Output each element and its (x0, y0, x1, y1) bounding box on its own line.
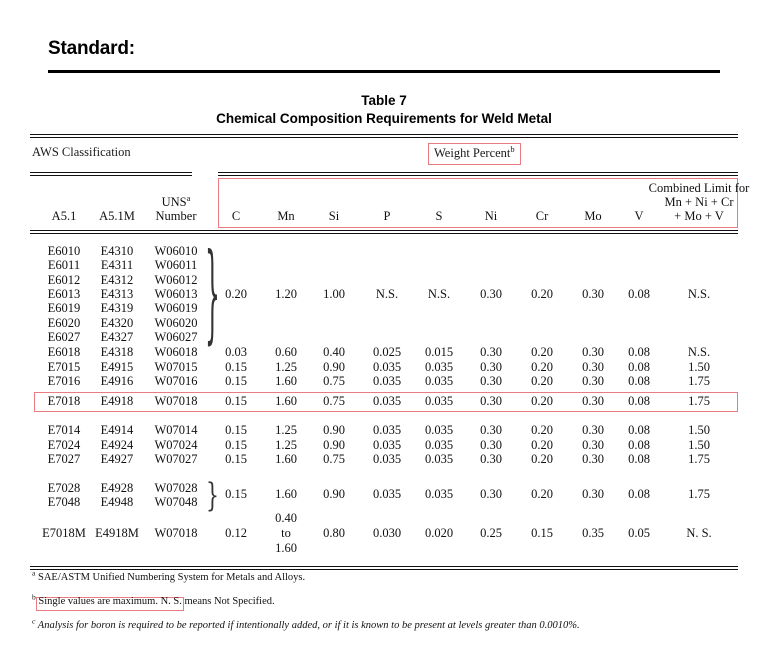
cell-v: 0.08 (628, 286, 650, 301)
cell-ni: 0.30 (480, 437, 502, 452)
column-header-uns-line1: UNS$^a$ (161, 192, 191, 209)
cell-cr: 0.20 (531, 487, 553, 501)
cell-cr: 0.15 (531, 526, 553, 540)
column-header-combined-limit (609, 181, 768, 223)
page-title: Standard: (48, 38, 135, 59)
cell-c: 0.15 (225, 359, 247, 374)
cell-mn: 1.25 (275, 359, 297, 374)
cell-mo: 0.30 (582, 452, 604, 466)
column-header-uns-line2: Number (155, 209, 197, 223)
cell-mo: 0.30 (582, 423, 604, 437)
cell-mo: 0.35 (582, 526, 604, 540)
cell-a51m: E4928 (100, 481, 134, 495)
cell-s: 0.020 (424, 526, 454, 540)
cell-a51m: E4312 (100, 272, 134, 287)
cell-si: 1.00 (323, 286, 345, 301)
cell-mn: 0.60 (275, 345, 297, 359)
cell-p: 0.035 (372, 452, 402, 466)
cell-v: 0.08 (628, 394, 650, 408)
cell-s: 0.035 (424, 374, 454, 388)
aws-classification-header: AWS Classification (32, 145, 131, 159)
cell-si: 0.90 (323, 437, 345, 452)
cell-cr: 0.20 (531, 394, 553, 408)
column-header-cr: Cr (535, 209, 549, 223)
cell-si: 0.75 (323, 452, 345, 466)
column-header-si: Si (328, 209, 340, 223)
cell-cr: 0.20 (531, 286, 553, 301)
cell-uns: W06018 (154, 345, 198, 359)
cell-c: 0.03 (225, 345, 247, 359)
cell-mo: 0.30 (582, 394, 604, 408)
cell-a51m: E4918 (100, 394, 134, 408)
cell-mn: 1.25 (275, 437, 297, 452)
cell-a51m: E4916 (100, 374, 134, 388)
cell-a51m: E4311 (100, 258, 134, 273)
cell-a51m: E4924 (100, 437, 134, 452)
cell-si: 0.90 (323, 423, 345, 437)
column-header-mo: Mo (584, 209, 602, 223)
cell-p: 0.025 (372, 345, 402, 359)
column-header-c: C (231, 209, 241, 223)
cell-ni: 0.30 (480, 487, 502, 501)
cell-a51: E6027 (47, 329, 81, 344)
cell-mn-line2: to (281, 526, 291, 540)
table-caption: Chemical Composition Requirements for Weld Metal (216, 111, 552, 126)
group-brace-2: } (206, 476, 219, 515)
cell-uns: W07027 (154, 452, 198, 466)
cell-ni: 0.30 (480, 374, 502, 388)
cell-uns: W07015 (154, 359, 198, 374)
footnote-b-highlighted-text: Single values are maximum (38, 596, 156, 607)
cell-a51m: E4915 (100, 359, 134, 374)
cell-mn: 1.20 (275, 286, 297, 301)
footnote-b (32, 592, 275, 607)
cell-ni: 0.30 (480, 452, 502, 466)
cell-mo: 0.30 (582, 286, 604, 301)
weight-percent-text: Weight Percent (434, 146, 511, 160)
cell-c: 0.15 (225, 394, 247, 408)
footnote-a-text: SAE/ASTM Unified Numbering System for Metals and Alloys. (37, 572, 306, 583)
cell-s: 0.035 (424, 452, 454, 466)
cell-a51: E6020 (47, 315, 81, 330)
cell-si: 0.90 (323, 487, 345, 501)
cell-c: 0.15 (225, 487, 247, 501)
cell-a51: E7027 (47, 452, 81, 466)
cell-s: 0.035 (424, 394, 454, 408)
cell-c: 0.15 (225, 374, 247, 388)
cell-combined: 1.50 (688, 437, 710, 452)
column-header-a51m: A5.1M (99, 209, 135, 223)
cell-p: 0.035 (372, 374, 402, 388)
heading-divider (48, 70, 720, 73)
cell-v: 0.08 (628, 359, 650, 374)
cell-uns: W07018 (154, 394, 198, 408)
cell-si: 0.75 (323, 394, 345, 408)
cell-cr: 0.20 (531, 345, 553, 359)
column-header-s: S (435, 209, 443, 223)
weight-percent-group-rule (218, 172, 738, 176)
cell-a51: E7018M (42, 526, 86, 540)
cell-a51m: E4914 (100, 423, 134, 437)
cell-a51: E7024 (47, 437, 81, 452)
cell-uns: W06020 (154, 315, 198, 330)
column-header-ni: Ni (484, 209, 498, 223)
cell-a51m: E4927 (100, 452, 134, 466)
cell-a51: E6013 (47, 286, 81, 301)
cell-v: 0.08 (628, 345, 650, 359)
cell-uns: W07028 (154, 481, 198, 495)
footnote-c (32, 616, 580, 631)
cell-a51m: E4319 (100, 301, 134, 316)
cell-ni: 0.30 (480, 286, 502, 301)
cell-mn: 1.60 (275, 452, 297, 466)
cell-v: 0.05 (628, 526, 650, 540)
footnote-c-marker: c (32, 616, 36, 626)
cell-mn: 1.60 (275, 487, 297, 501)
table-top-rule (30, 134, 738, 138)
cell-a51: E6010 (47, 244, 81, 258)
cell-v: 0.08 (628, 437, 650, 452)
cell-ni: 0.25 (480, 526, 502, 540)
column-header-a51: A5.1 (51, 209, 77, 223)
cell-cr: 0.20 (531, 374, 553, 388)
cell-a51: E7016 (47, 374, 81, 388)
cell-cr: 0.20 (531, 359, 553, 374)
cell-a51m: E4310 (100, 244, 134, 258)
cell-p: 0.035 (372, 359, 402, 374)
cell-a51m: E4318 (100, 345, 134, 359)
cell-uns: W06011 (154, 258, 198, 273)
cell-ni: 0.30 (480, 423, 502, 437)
cell-ni: 0.30 (480, 345, 502, 359)
cell-a51: E7048 (47, 495, 81, 510)
cell-cr: 0.20 (531, 437, 553, 452)
cell-mn: 1.60 (275, 394, 297, 408)
cell-c: 0.15 (225, 437, 247, 452)
cell-mo: 0.30 (582, 345, 604, 359)
cell-p: 0.035 (372, 437, 402, 452)
cell-s: 0.035 (424, 437, 454, 452)
cell-s: 0.035 (424, 359, 454, 374)
cell-uns: W06010 (154, 244, 198, 258)
cell-combined: 1.75 (688, 394, 710, 408)
cell-mo: 0.30 (582, 437, 604, 452)
table-bottom-rule (30, 566, 738, 570)
cell-v: 0.08 (628, 374, 650, 388)
column-header-mn: Mn (277, 209, 295, 223)
cell-si: 0.90 (323, 359, 345, 374)
cell-c: 0.20 (225, 286, 247, 301)
column-header-combined-line2: Mn + Ni + Cr (664, 195, 734, 209)
column-header-combined-line1: Combined Limit for (648, 181, 750, 195)
footnote-b-marker: b (32, 592, 36, 602)
cell-combined: 1.50 (688, 359, 710, 374)
column-header-p: P (383, 209, 391, 223)
cell-uns: W06012 (154, 272, 198, 287)
cell-a51m: E4313 (100, 286, 134, 301)
cell-combined: N. S. (686, 526, 712, 540)
cell-a51m: E4948 (100, 495, 134, 510)
cell-p: 0.030 (372, 526, 402, 540)
column-header-v: V (634, 209, 644, 223)
cell-cr: 0.20 (531, 452, 553, 466)
cell-v: 0.08 (628, 423, 650, 437)
cell-a51: E6019 (47, 301, 81, 316)
table-title (0, 92, 768, 128)
cell-combined: N.S. (687, 286, 711, 301)
cell-a51: E7014 (47, 423, 81, 437)
cell-a51: E7015 (47, 359, 81, 374)
cell-combined: 1.75 (688, 374, 710, 388)
cell-p: 0.035 (372, 487, 402, 501)
cell-a51: E6011 (47, 258, 81, 273)
cell-a51: E6018 (47, 345, 81, 359)
cell-uns: W07048 (154, 495, 198, 510)
cell-s: 0.035 (424, 423, 454, 437)
cell-combined: 1.75 (688, 487, 710, 501)
group-brace-1: } (205, 234, 220, 358)
cell-ni: 0.30 (480, 359, 502, 374)
cell-combined: 1.50 (688, 423, 710, 437)
cell-mo: 0.30 (582, 359, 604, 374)
cell-s: 0.035 (424, 487, 454, 501)
cell-mo: 0.30 (582, 374, 604, 388)
column-header-rule (30, 230, 738, 234)
cell-a51: E6012 (47, 272, 81, 287)
cell-combined: 1.75 (688, 452, 710, 466)
cell-si: 0.80 (323, 526, 345, 540)
weight-percent-header (428, 143, 521, 165)
cell-c: 0.12 (225, 526, 247, 540)
column-header-combined-line3: + Mo + V (674, 209, 724, 223)
uns-footnote-marker: a (186, 192, 191, 203)
cell-c: 0.15 (225, 423, 247, 437)
cell-uns: W06027 (154, 329, 198, 344)
cell-mn (246, 511, 326, 556)
cell-a51: E7018 (47, 394, 81, 408)
cell-combined: N.S. (687, 345, 711, 359)
cell-si: 0.40 (323, 345, 345, 359)
footnote-a-marker: a (32, 568, 36, 578)
cell-s: N.S. (427, 286, 451, 301)
cell-v: 0.08 (628, 487, 650, 501)
cell-mn-line1: 0.40 (275, 511, 297, 525)
cell-v: 0.08 (628, 452, 650, 466)
cell-mn-line3: 1.60 (275, 541, 297, 555)
cell-cr: 0.20 (531, 423, 553, 437)
cell-a51: E7028 (47, 481, 81, 495)
cell-s: 0.015 (424, 345, 454, 359)
cell-p: 0.035 (372, 423, 402, 437)
cell-si: 0.75 (323, 374, 345, 388)
cell-a51m: E4918M (95, 526, 139, 540)
aws-group-rule (30, 172, 192, 176)
cell-a51m: E4320 (100, 315, 134, 330)
footnote-a (32, 568, 306, 583)
cell-mn: 1.60 (275, 374, 297, 388)
cell-a51m: E4327 (100, 329, 134, 344)
cell-ni: 0.30 (480, 394, 502, 408)
cell-p: 0.035 (372, 394, 402, 408)
cell-c: 0.15 (225, 452, 247, 466)
cell-uns: W06013 (154, 286, 198, 301)
cell-uns: W07018 (154, 526, 198, 540)
table-number: Table 7 (361, 93, 407, 108)
cell-mn: 1.25 (275, 423, 297, 437)
cell-uns: W06019 (154, 301, 198, 316)
weight-percent-footnote-marker: b (510, 143, 515, 154)
cell-p: N.S. (375, 286, 399, 301)
cell-uns: W07024 (154, 437, 198, 452)
footnote-c-text: Analysis for boron is required to be reported if intentionally added, or if it is known to be present at levels greater than 0.0010%. (37, 620, 580, 631)
cell-mo: 0.30 (582, 487, 604, 501)
cell-uns: W07016 (154, 374, 198, 388)
footnote-b-rest-text: . N. S. means Not Specified. (155, 596, 275, 607)
cell-uns: W07014 (154, 423, 198, 437)
